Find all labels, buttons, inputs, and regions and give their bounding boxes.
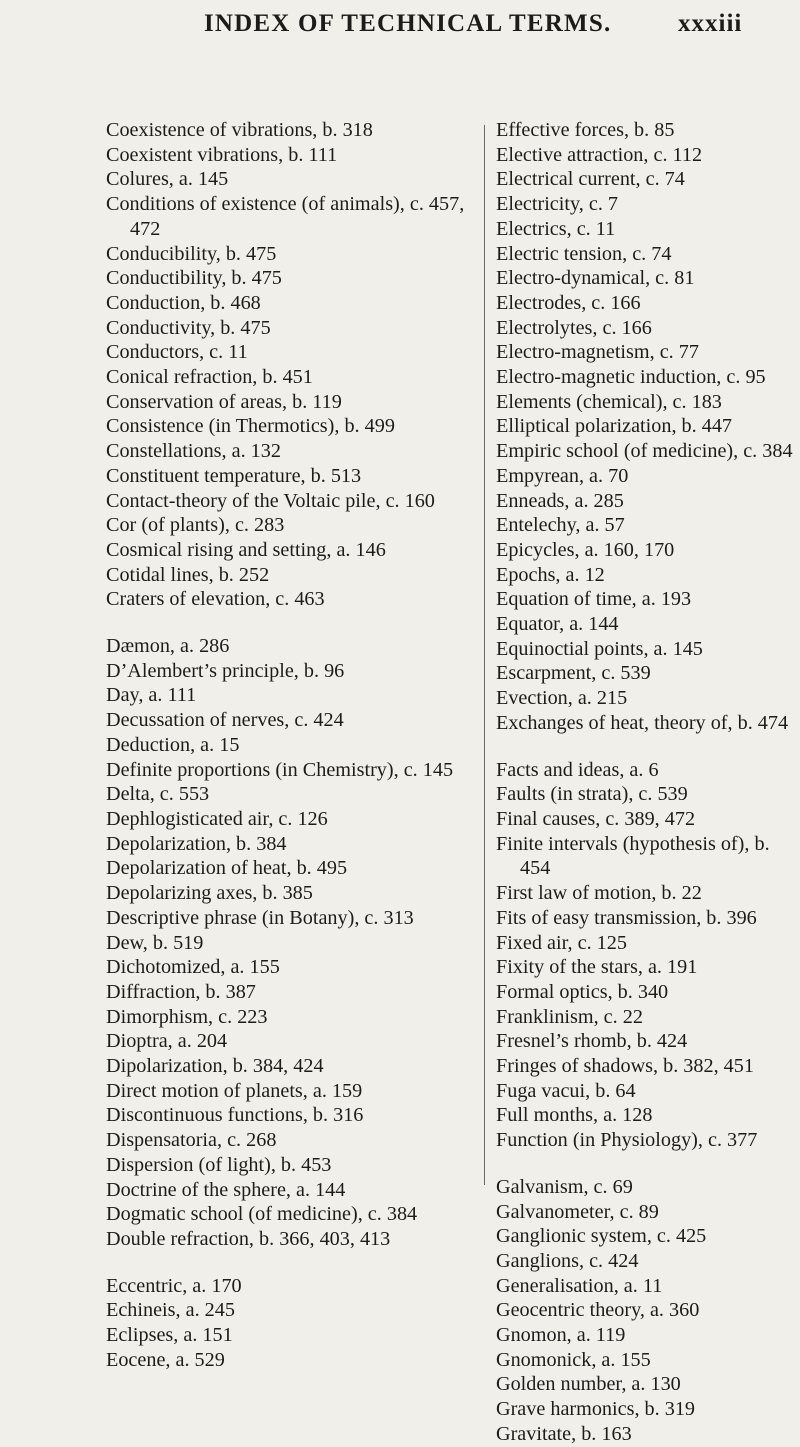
index-entry: Function (in Physiology), c. 377 <box>496 1129 758 1152</box>
index-entry: Conservation of areas, b. 119 <box>106 390 342 413</box>
index-entry: Epochs, a. 12 <box>496 563 605 586</box>
index-entry: Conductors, c. 11 <box>106 341 248 364</box>
index-entry: Double refraction, b. 366, 403, 413 <box>106 1227 391 1250</box>
index-entry: Conical refraction, b. 451 <box>106 366 313 389</box>
index-entry: Electrodes, c. 166 <box>496 291 641 314</box>
letter-section-gap <box>106 1252 476 1274</box>
index-entry: Eccentric, a. 170 <box>106 1274 242 1297</box>
index-entry: Elective attraction, c. 112 <box>496 143 703 166</box>
index-entry: Finite intervals (hypothesis of), b. 454 <box>496 832 770 880</box>
index-entry: Dioptra, a. 204 <box>106 1030 228 1053</box>
index-entry: Constituent temperature, b. 513 <box>106 464 362 487</box>
index-entry: Diffraction, b. 387 <box>106 980 256 1003</box>
index-entry: Full months, a. 128 <box>496 1104 653 1127</box>
index-entry: Elements (chemical), c. 183 <box>496 390 722 413</box>
index-entry: Evection, a. 215 <box>496 687 628 710</box>
index-entry: Coexistence of vibrations, b. 318 <box>106 119 373 141</box>
index-entry: Dispensatoria, c. 268 <box>106 1129 277 1152</box>
index-entry: Geocentric theory, a. 360 <box>496 1299 700 1322</box>
index-entry: Cotidal lines, b. 252 <box>106 563 270 586</box>
index-entry: Cosmical rising and setting, a. 146 <box>106 538 386 561</box>
letter-section-gap <box>106 612 476 634</box>
index-entry: Exchanges of heat, theory of, b. 474 <box>496 711 789 734</box>
index-entry: Ganglions, c. 424 <box>496 1249 639 1272</box>
index-entry: Coexistent vibrations, b. 111 <box>106 143 338 166</box>
index-entry: Descriptive phrase (in Botany), c. 313 <box>106 906 414 929</box>
index-entry: Constellations, a. 132 <box>106 440 281 463</box>
index-entry: Golden number, a. 130 <box>496 1373 681 1396</box>
page-header <box>0 6 800 46</box>
index-entry: Consistence (in Thermotics), b. 499 <box>106 415 395 438</box>
index-entry: D’Alembert’s principle, b. 96 <box>106 659 345 682</box>
index-entry: Dogmatic school (of medicine), c. 384 <box>106 1203 418 1226</box>
letter-section-gap <box>496 1153 796 1175</box>
index-entry: Equation of time, a. 193 <box>496 588 692 611</box>
index-entry: Colures, a. 145 <box>106 168 229 191</box>
index-entry: Eclipses, a. 151 <box>106 1324 233 1347</box>
index-entry: Fixed air, c. 125 <box>496 931 627 954</box>
index-entry: Electro-magnetism, c. 77 <box>496 341 699 364</box>
index-entry: Dispersion (of light), b. 453 <box>106 1153 332 1176</box>
index-entry: Generalisation, a. 11 <box>496 1274 663 1297</box>
index-entry: Cor (of plants), c. 283 <box>106 514 285 537</box>
index-entry: Electric tension, c. 74 <box>496 242 672 265</box>
index-entry: Electrolytes, c. 166 <box>496 316 652 339</box>
index-entry: Depolarizing axes, b. 385 <box>106 882 313 905</box>
index-entry: Definite proportions (in Chemistry), c. 145 <box>106 758 454 781</box>
index-entry: Dipolarization, b. 384, 424 <box>106 1055 324 1078</box>
index-entry: Final causes, c. 389, 472 <box>496 807 696 830</box>
index-entry: Fringes of shadows, b. 382, 451 <box>496 1055 754 1078</box>
index-entry: First law of motion, b. 22 <box>496 882 702 905</box>
column-divider <box>484 125 485 1185</box>
index-entry: Empyrean, a. 70 <box>496 464 629 487</box>
index-entry: Galvanism, c. 69 <box>496 1175 633 1198</box>
index-entry: Dephlogisticated air, c. 126 <box>106 807 328 830</box>
index-entry: Gnomon, a. 119 <box>496 1324 626 1347</box>
index-entry: Delta, c. 553 <box>106 783 210 806</box>
index-entry: Grave harmonics, b. 319 <box>496 1398 696 1421</box>
index-entry: Elliptical polarization, b. 447 <box>496 415 733 438</box>
index-entry: Discontinuous functions, b. 316 <box>106 1104 364 1127</box>
index-entry: Conductibility, b. 475 <box>106 267 282 290</box>
index-entry: Direct motion of planets, a. 159 <box>106 1079 363 1102</box>
index-entry: Faults (in strata), c. 539 <box>496 783 688 806</box>
page-number: xxxiii <box>678 10 743 37</box>
index-entry: Escarpment, c. 539 <box>496 662 651 685</box>
index-entry: Conductivity, b. 475 <box>106 316 271 339</box>
index-entry: Deduction, a. 15 <box>106 733 240 756</box>
letter-section-gap <box>496 736 796 758</box>
index-entry: Entelechy, a. 57 <box>496 514 625 537</box>
index-entry: Electrical current, c. 74 <box>496 168 685 191</box>
index-entry: Fixity of the stars, a. 191 <box>496 956 698 979</box>
index-entry: Electrics, c. 11 <box>496 217 616 240</box>
index-column-right <box>496 118 796 1447</box>
index-entry: Equinoctial points, a. 145 <box>496 637 703 660</box>
index-entry: Depolarization, b. 384 <box>106 832 287 855</box>
index-entry: Electro-magnetic induction, c. 95 <box>496 366 766 389</box>
index-entry: Formal optics, b. 340 <box>496 980 669 1003</box>
index-entry: Conditions of existence (of animals), c. 457, 472 <box>106 193 465 240</box>
index-entry: Craters of elevation, c. 463 <box>106 588 325 611</box>
index-entry: Contact-theory of the Voltaic pile, c. 160 <box>106 489 435 512</box>
index-entry: Fuga vacui, b. 64 <box>496 1079 636 1102</box>
index-entry: Depolarization of heat, b. 495 <box>106 857 348 880</box>
index-entry: Gnomonick, a. 155 <box>496 1348 651 1371</box>
index-entry: Conducibility, b. 475 <box>106 242 277 265</box>
index-entry: Day, a. 111 <box>106 684 197 707</box>
index-entry: Conduction, b. 468 <box>106 291 261 314</box>
index-entry: Equator, a. 144 <box>496 613 619 636</box>
index-entry: Dæmon, a. 286 <box>106 635 230 658</box>
index-entry: Effective forces, b. 85 <box>496 119 675 141</box>
index-entry: Electricity, c. 7 <box>496 193 619 216</box>
index-entry: Epicycles, a. 160, 170 <box>496 538 675 561</box>
index-entry: Decussation of nerves, c. 424 <box>106 709 344 732</box>
index-entry: Eocene, a. 529 <box>106 1348 225 1371</box>
page-title: INDEX OF TECHNICAL TERMS. <box>204 10 612 37</box>
index-entry: Gravitate, b. 163 <box>496 1422 632 1445</box>
index-entry: Fits of easy transmission, b. 396 <box>496 906 757 929</box>
index-entry: Franklinism, c. 22 <box>496 1005 643 1028</box>
index-entry: Facts and ideas, a. 6 <box>496 758 659 781</box>
index-entry: Empiric school (of medicine), c. 384 <box>496 440 793 463</box>
index-entry: Ganglionic system, c. 425 <box>496 1225 707 1248</box>
index-entry: Doctrine of the sphere, a. 144 <box>106 1178 346 1201</box>
index-entry: Dimorphism, c. 223 <box>106 1005 268 1028</box>
index-entry: Fresnel’s rhomb, b. 424 <box>496 1030 688 1053</box>
index-column-left <box>106 118 476 1372</box>
index-entry: Echineis, a. 245 <box>106 1299 235 1322</box>
index-entry: Electro-dynamical, c. 81 <box>496 267 695 290</box>
index-entry: Galvanometer, c. 89 <box>496 1200 659 1223</box>
index-entry: Enneads, a. 285 <box>496 489 624 512</box>
index-entry: Dichotomized, a. 155 <box>106 956 280 979</box>
index-entry: Dew, b. 519 <box>106 931 204 954</box>
